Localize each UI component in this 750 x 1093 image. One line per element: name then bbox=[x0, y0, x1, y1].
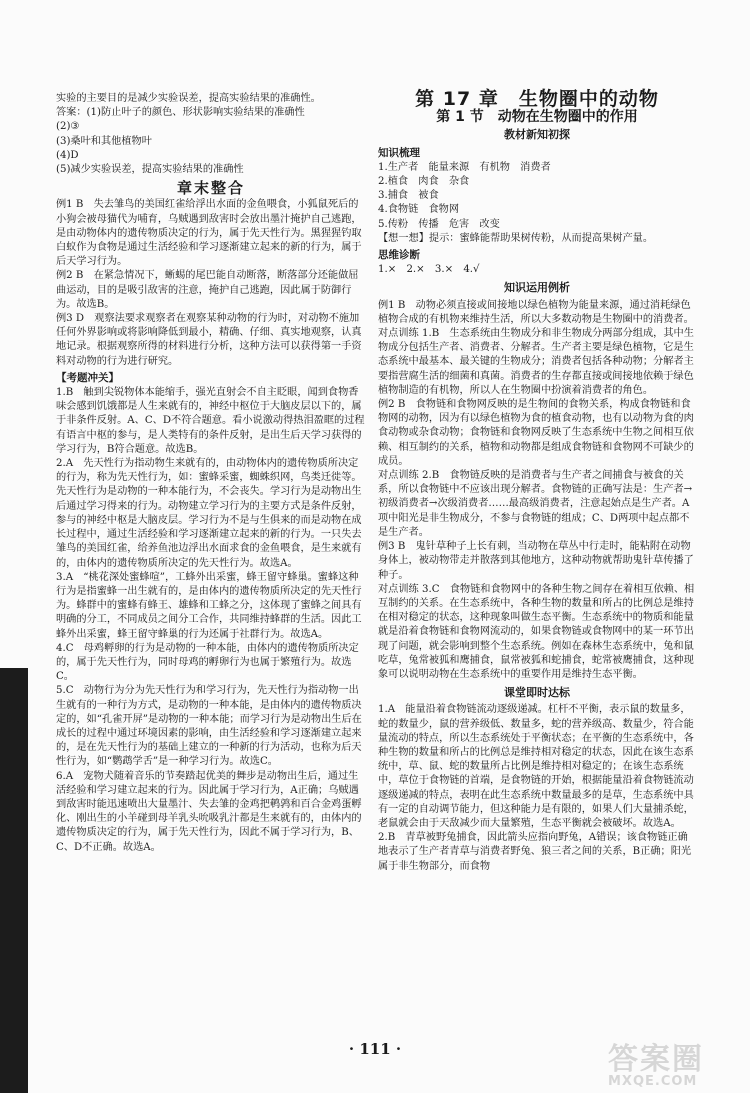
diagnosis-answers: 1.× 2.× 3.× 4.√ bbox=[378, 264, 480, 276]
example-paragraph: 例3 B 鬼针草种子上长有刺，当动物在草丛中行走时，能粘附在动物身体上，被动物带走并散落到其他地方，这种动物就帮助鬼针草传播了种子。 bbox=[378, 541, 694, 581]
kaoti-label: 【考题冲关】 bbox=[56, 371, 119, 384]
knowledge-item: 5.传粉 传播 危害 改变 bbox=[378, 218, 500, 230]
kaoti-item: 1.B 触到尖锐物体本能缩手，强光直射会不自主眨眼，闻到食物香味会感到饥饿都是人生来就有的，神经中枢位于大脑皮层以下的，属于非条件反射。A、C、D不符合题意。看小说激动得热泪盈眶的过程有语言中枢的参与，是人类特有的条件反射，是出生后天学习获得的学习行为，B符合题意。故选B。 bbox=[56, 387, 365, 455]
chapter-title: 第 17 章 生物圈中的动物 bbox=[415, 88, 659, 110]
kaoti-item: 2.A 先天性行为指动物生来就有的，由动物体内的遗传物质所决定的行为，称为先天性行为，如：蜜蜂采蜜，蜘蛛织网，鸟类迁徙等。先天性行为是动物的一种本能行为，不会丧失。学习行为是动物出生后通过学习得来的行为。动物建立学习行为的主要方式是条件反射，参与的神经中枢是大脑皮层。学习行为不是与生俱来的而是动物在成长过程中，通过生活经验和学习逐渐建立起来的新的行为。一只失去雏鸟的美国红雀，给养鱼池边浮出水面求食的金鱼喂食，是生来就有的，由体内的遗传物质所决定的先天性行为。故选A。 bbox=[56, 458, 362, 569]
example-paragraph: 对点训练 1.B 生态系统由生物成分和非生物成分两部分组成，其中生物成分包括生产者、消费者、分解者。生产者主要是绿色植物，它是生态系统中最基本、最关键的生物成分；消费者包括各种动物；分解者主要指营腐生活的细菌和真菌。消费者的生存都直接或间接地依赖于绿色植物制造的有机物，所以人在生物圈中扮演着消费者的角色。 bbox=[378, 328, 694, 396]
watermark-text-bottom: MXQE.COM bbox=[608, 1074, 698, 1089]
subheading-application: 知识运用例析 bbox=[504, 281, 570, 295]
kaoti-item: 4.C 母鸡孵卵的行为是动物的一种本能，由体内的遗传物质所决定的，属于先天性行为，同时母鸡的孵卵行为也属于繁殖行为。故选C。 bbox=[56, 642, 359, 683]
section-title: 第 1 节 动物在生物圈中的作用 bbox=[436, 109, 638, 126]
kaoti-item: 5.C 动物行为分为先天性行为和学习行为，先天性行为指动物一出生就有的一种行为方式，是动物的一种本能，是由体内的遗传物质决定的，如“孔雀开屏”是动物的一种本能；而学习行为是动物出生后在成长的过程中通过环境因素的影响，由生活经验和学习逐渐建立起来的，是在先天性行为的基础上建立的一种新的行为活动，也称为后天性行为，如“鹦鹉学舌”是一种学习行为。故选C。 bbox=[56, 685, 362, 768]
answer-line: (5)减少实验误差，提高实验结果的准确性 bbox=[56, 164, 244, 176]
example-paragraph: 例1 B 动物必须直接或间接地以绿色植物为能量来源，通过消耗绿色植物合成的有机物来维持生活，所以大多数动物是生物圈中的消费者。 bbox=[378, 299, 694, 325]
knowledge-label: 知识梳理 bbox=[378, 146, 420, 159]
right-column bbox=[378, 88, 696, 874]
watermark-logo bbox=[608, 1034, 738, 1090]
example-paragraph: 例2 B 在紧急情况下，蜥蜴的尾巴能自动断落，断落部分还能做屈曲运动，目的是吸引敌害的注意，掩护自己逃跑，因此属于防御行为。故选B。 bbox=[56, 270, 359, 310]
chapter-summary-heading: 章末整合 bbox=[176, 179, 245, 198]
answer-line: 答案：(1)防止叶子的颜色、形状影响实验结果的准确性 bbox=[56, 107, 305, 119]
knowledge-item: 4.食物链 食物网 bbox=[378, 204, 460, 216]
left-column bbox=[56, 92, 366, 855]
task-item: 1.A 能量沿着食物链流动逐级递减。杠杆不平衡，表示鼠的数量多，蛇的数量少，鼠的营养级低、数量多，蛇的营养级高、数量少，符合能量流动的特点，所以生态系统处于平衡状态；在平衡的生态系统中，各种生物的数量和所占的比例总是维持相对稳定的状态，因此在该生态系统中，草、鼠、蛇的数量所占比例是维持相对稳定的；在该生态系统中，草位于食物链的首端，是食物链的开始，根据能量沿着食物链流动逐级递减的特点，表明在此生态系统中数量最多的是草，生态系统中具有一定的自动调节能力，但这种能力是有限的，如果人们大量捕杀蛇，老鼠就会由于天敌减少而大量繁殖，生态平衡就会被破坏。故选A。 bbox=[378, 704, 694, 829]
kaoti-item: 6.A 宠物犬随着音乐的节奏踏起优美的舞步是动物出生后，通过生活经验和学习建立起来的行为。因此属于学习行为，A正确；乌贼遇到敌害时能迅速喷出大量墨汁、失去雏的金鸡把鹌鹑和百合金鸡蛋孵化、刚出生的小羊碰到母羊乳头吮吸乳汁都是生来就有的，由体内的遗传物质决定的行为，属于先天性行为，因此不属于学习行为，B、C、D不正确。故选A。 bbox=[56, 770, 362, 853]
page-number: · 111 · bbox=[348, 1040, 402, 1058]
example-paragraph: 例2 B 食物链和食物网反映的是生物间的食物关系，构成食物链和食物网的动物，因为有以绿色植物为食的植食动物，也有以动物为食的肉食动物或杂食动物；食物链和食物网反映了生态系统中生物之间相互依赖、相互制约的关系，植物和动物都是组成食物链和食物网不可缺少的成员。 bbox=[378, 399, 694, 467]
kaoti-item: 3.A “桃花深处蜜蜂喧”，工蜂外出采蜜，蜂王留守蜂巢。蜜蜂这种行为是指蜜蜂一出生就有的，是由体内的遗传物质所决定的先天性行为。蜂群中的蜜蜂有蜂王、雄蜂和工蜂之分，这体现了蜜蜂之间具有明确的分工，不同成员之间分工合作，共同维持蜂群的生活。因此工蜂外出采蜜，蜂王留守蜂巢的行为还属于社群行为。故选A。 bbox=[56, 571, 362, 640]
watermark-text-top: 答案圈 bbox=[608, 1042, 704, 1077]
example-paragraph: 例1 B 失去雏鸟的美国红雀给浮出水面的金鱼喂食，小狐鼠死后的小狗会被母猫代为哺育，乌贼遇到敌害时会放出墨汁掩护自己逃跑，是由动物体内的遗传物质决定的行为，属于先天性行为。黑猩猩钓取白蚁作为食物是通过生活经验和学习逐渐建立起来的新的行为，属于后天学习行为。 bbox=[56, 199, 362, 268]
subheading-new-knowledge: 教材新知初探 bbox=[504, 128, 570, 142]
binding-edge-shadow bbox=[0, 668, 28, 1093]
subheading-classroom: 课堂即时达标 bbox=[504, 686, 570, 700]
left-text-line: 实验的主要目的是减少实验误差，提高实验结果的准确性。 bbox=[56, 93, 321, 104]
example-paragraph: 对点训练 3.C 食物链和食物网中的各种生物之间存在着相互依赖、相互制约的关系。在生态系统中，各种生物的数量和所占的比例总是维持在相对稳定的状态，这种现象叫做生态平衡。生态系统中的物质和能量就是沿着食物链和食物网流动的，如果食物链或食物网中的某一环节出现了问题，就会影响到整个生态系统。例如在森林生态系统中，兔和鼠吃草，兔常被狐和鹰捕食，鼠常被狐和蛇捕食，蛇常被鹰捕食，这种现象可以说明动物在生态系统中的重要作用是维持生态平衡。 bbox=[378, 583, 695, 680]
answer-line: (4)D bbox=[56, 149, 79, 161]
knowledge-item: 1.生产者 能量来源 有机物 消费者 bbox=[378, 161, 551, 173]
example-paragraph: 例3 D 观察法要求观察者在观察某种动物的行为时，对动物不施加任何外界影响或将影响降低到最小，精确、仔细、真实地观察，认真地记录。根据观察所得的材料进行分析，这种方法可以获得第一手资料对动物的行为进行研究。 bbox=[56, 313, 362, 367]
diagnosis-label: 思维诊断 bbox=[378, 249, 420, 262]
think-tip: 【想一想】提示：蜜蜂能帮助果树传粉，从而提高果树产量。 bbox=[378, 232, 654, 244]
knowledge-item: 2.植食 肉食 杂食 bbox=[378, 176, 470, 188]
answer-line: (2)③ bbox=[56, 121, 80, 133]
answer-line: (3)桑叶和其他植物叶 bbox=[56, 135, 152, 147]
knowledge-item: 3.捕食 被食 bbox=[378, 190, 439, 202]
example-paragraph: 对点训练 2.B 食物链反映的是消费者与生产者之间捕食与被食的关系，所以食物链中不应该出现分解者。食物链的正确写法是：生产者→初级消费者→次级消费者……最高级消费者，注意起始点是生产者。A项中阳光是非生物成分，不参与食物链的组成；C、D两项中起点都不是生产者。 bbox=[378, 470, 693, 538]
task-item: 2.B 青草被野兔捕食，因此箭头应指向野兔，A错误；该食物链正确地表示了生产者青草与消费者野兔、狼三者之间的关系，B正确；阳光属于非生物部分，而食物 bbox=[378, 832, 692, 872]
